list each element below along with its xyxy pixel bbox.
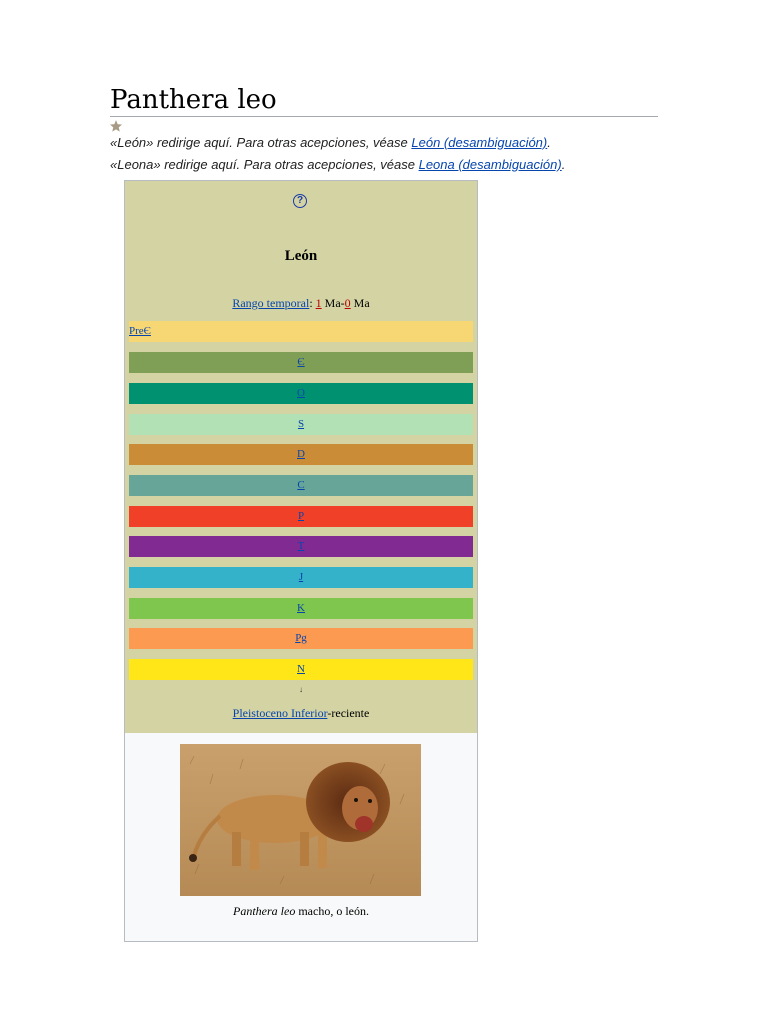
period-label[interactable]: PreЄ [129, 325, 151, 337]
period-label[interactable]: Pg [295, 632, 307, 644]
period-label[interactable]: N [297, 663, 305, 675]
period-bar-jurassic[interactable] [129, 567, 473, 588]
hatnote-leon: «León» redirige aquí. Para otras acepciones, véase León (desambiguación). [110, 135, 551, 150]
period-label[interactable]: P [297, 510, 305, 522]
link-range-start[interactable]: 1 [315, 296, 322, 310]
temporal-range: Rango temporal: 1 Ma-0 Ma [232, 296, 370, 310]
epoch-range: Pleistoceno Inferior-reciente [232, 706, 370, 720]
period-label[interactable]: C [297, 479, 305, 491]
period-bar-cambrian[interactable] [129, 352, 473, 373]
taxobox-title: León [284, 248, 318, 264]
lion-photo[interactable] [180, 744, 421, 896]
period-label[interactable]: T [297, 540, 305, 552]
link-rango-temporal[interactable]: Rango temporal [232, 296, 310, 310]
link-leon-desambiguacion[interactable]: León (desambiguación) [411, 135, 548, 150]
period-bar-neogene[interactable] [129, 659, 473, 680]
down-arrow-icon: ↓ [299, 685, 303, 694]
taxobox [124, 180, 478, 942]
period-bar-carboniferous[interactable] [129, 475, 473, 496]
hatnote-leona: «Leona» redirige aquí. Para otras acepciones, véase Leona (desambiguación). [110, 157, 566, 172]
period-bar-ordovician[interactable] [129, 383, 473, 404]
period-label[interactable]: Є [297, 356, 305, 368]
help-icon[interactable]: ? [293, 194, 307, 208]
period-label[interactable]: D [297, 448, 305, 460]
star-icon[interactable] [109, 119, 123, 133]
period-label[interactable]: S [297, 418, 305, 430]
period-label[interactable]: O [297, 387, 305, 399]
period-bar-silurian[interactable] [129, 414, 473, 435]
taxobox-header [125, 181, 477, 733]
period-bar-permian[interactable] [129, 506, 473, 527]
period-bar-devonian[interactable] [129, 444, 473, 465]
link-leona-desambiguacion[interactable]: Leona (desambiguación) [418, 157, 562, 172]
page-title: Panthera leo [110, 84, 658, 117]
link-pleistoceno-inferior[interactable]: Pleistoceno Inferior [232, 706, 328, 720]
period-label[interactable]: J [298, 571, 304, 583]
period-bar-precambrian[interactable] [129, 321, 473, 342]
link-range-end[interactable]: 0 [344, 296, 351, 310]
period-label[interactable]: K [297, 602, 305, 614]
period-bar-paleogene[interactable] [129, 628, 473, 649]
image-caption: Panthera leo macho, o león. [233, 904, 369, 918]
period-bar-cretaceous[interactable] [129, 598, 473, 619]
period-bar-triassic[interactable] [129, 536, 473, 557]
